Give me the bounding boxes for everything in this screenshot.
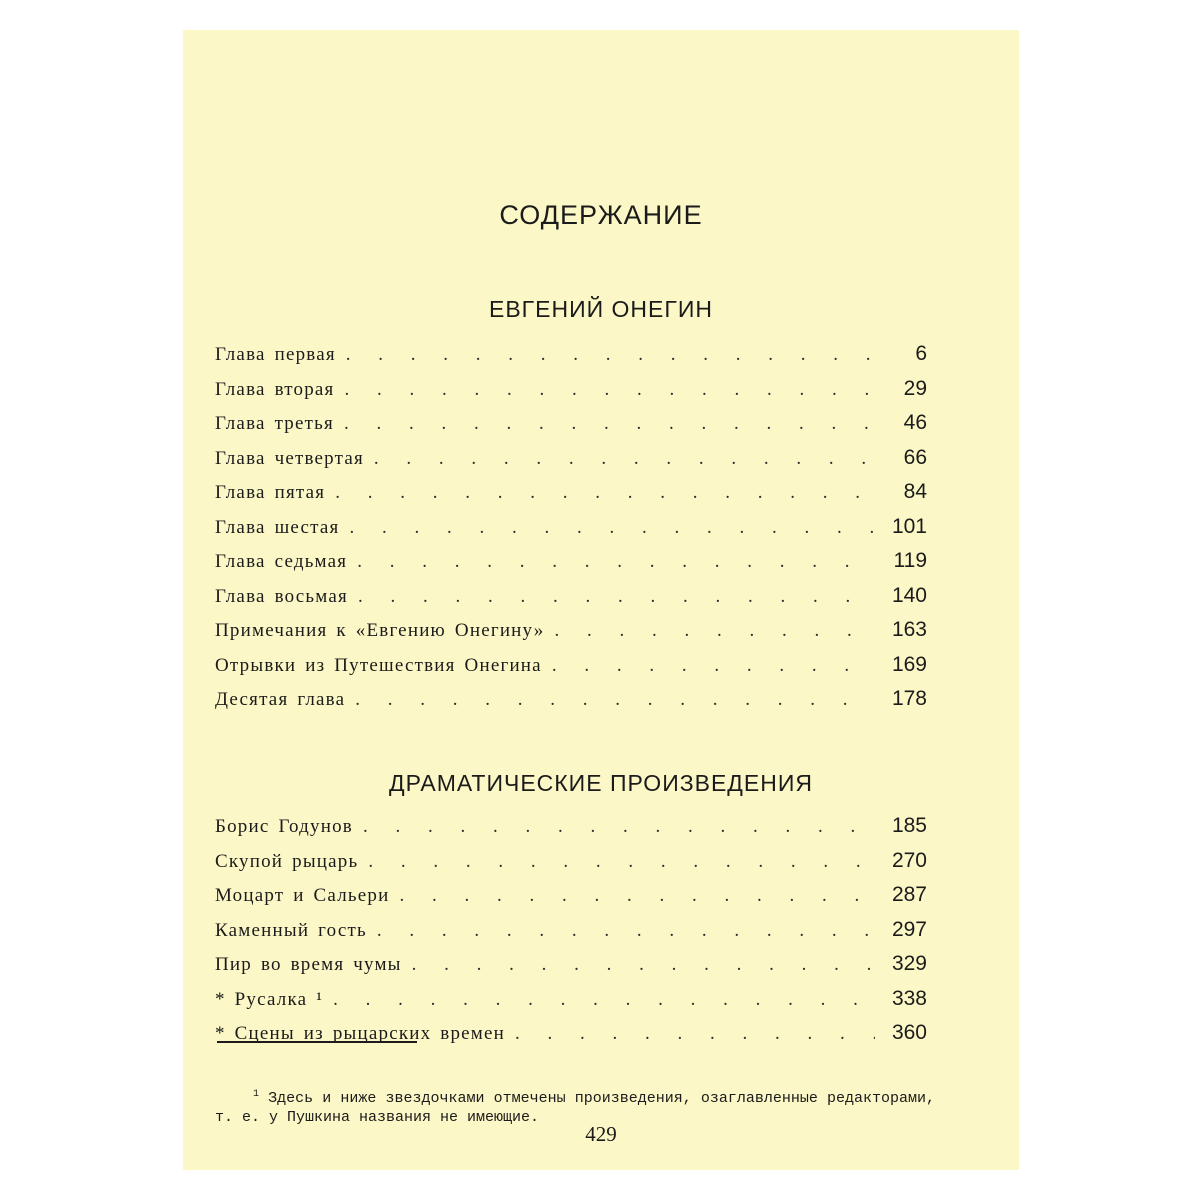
dot-leader bbox=[358, 586, 875, 608]
toc-entry-page: 329 bbox=[891, 952, 927, 975]
toc-entry-page: 6 bbox=[915, 342, 927, 365]
toc-entry-label: Глава седьмая bbox=[215, 551, 348, 572]
dot-leader bbox=[345, 379, 876, 401]
toc-list-onegin bbox=[215, 342, 927, 722]
dot-leader bbox=[374, 448, 875, 470]
toc-entry bbox=[215, 446, 927, 481]
toc-entry bbox=[215, 849, 927, 884]
toc-entry bbox=[215, 377, 927, 412]
toc-entry-page: 270 bbox=[891, 848, 927, 872]
toc-entry-page: 169 bbox=[891, 652, 927, 676]
toc-entry-label: Глава третья bbox=[215, 413, 334, 434]
toc-entry bbox=[215, 549, 927, 584]
toc-entry bbox=[215, 480, 927, 515]
toc-entry bbox=[215, 883, 927, 918]
toc-entry-label: Глава шестая bbox=[215, 516, 340, 538]
toc-entry-label: Моцарт и Сальери bbox=[215, 885, 390, 906]
toc-entry bbox=[215, 814, 927, 849]
toc-entry-page: 185 bbox=[891, 814, 927, 837]
footnote-marker: 1 bbox=[253, 1089, 260, 1100]
toc-entry-page: 101 bbox=[891, 514, 927, 538]
toc-list-dramatic bbox=[215, 814, 927, 1056]
dot-leader bbox=[357, 551, 875, 573]
footnote-text: Здесь и ниже звездочками отмечены произведения, озаглавленные редакторами, т. е. у Пушкина названия не имеющие. bbox=[215, 1090, 935, 1126]
toc-entry-label: Отрывки из Путешествия Онегина bbox=[215, 654, 542, 676]
dot-leader bbox=[355, 689, 875, 711]
toc-entry-page: 360 bbox=[891, 1021, 927, 1044]
toc-entry bbox=[215, 618, 927, 653]
toc-entry bbox=[215, 342, 927, 377]
footnote bbox=[215, 1085, 935, 1127]
toc-entry bbox=[215, 987, 927, 1022]
toc-entry-label: Глава восьмая bbox=[215, 585, 348, 607]
toc-entry bbox=[215, 411, 927, 446]
toc-entry-label: Борис Годунов bbox=[215, 816, 353, 837]
toc-entry bbox=[215, 952, 927, 987]
dot-leader bbox=[346, 344, 875, 366]
dot-leader bbox=[399, 885, 875, 907]
dot-leader bbox=[363, 816, 875, 838]
footnote-separator bbox=[217, 1041, 417, 1043]
dot-leader bbox=[349, 517, 875, 539]
dot-leader bbox=[412, 954, 875, 976]
toc-entry-label: * Сцены из рыцарских времен bbox=[215, 1023, 506, 1044]
contents-title: СОДЕРЖАНИЕ bbox=[499, 200, 703, 230]
toc-entry bbox=[215, 653, 927, 688]
page-number: 429 bbox=[585, 1122, 617, 1146]
section-title-onegin: ЕВГЕНИЙ ОНЕГИН bbox=[489, 296, 713, 322]
toc-entry-label: Примечания к «Евгению Онегину» bbox=[215, 620, 545, 641]
toc-entry-label: Глава вторая bbox=[215, 378, 335, 400]
toc-entry-label: Скупой рыцарь bbox=[215, 850, 359, 872]
toc-entry-page: 178 bbox=[891, 687, 927, 710]
toc-entry bbox=[215, 918, 927, 953]
dot-leader bbox=[368, 851, 875, 873]
toc-entry-page: 66 bbox=[903, 445, 927, 469]
toc-entry-page: 287 bbox=[891, 883, 927, 906]
dot-leader bbox=[335, 482, 875, 504]
toc-entry-label: Каменный гость bbox=[215, 919, 367, 941]
dot-leader bbox=[554, 620, 875, 642]
dot-leader bbox=[344, 413, 875, 435]
toc-entry-page: 119 bbox=[893, 549, 927, 572]
dot-leader bbox=[333, 989, 875, 1011]
book-page bbox=[183, 30, 1019, 1170]
toc-entry bbox=[215, 1021, 927, 1056]
toc-entry-label: Глава первая bbox=[215, 344, 336, 365]
toc-entry-label: * Русалка ¹ bbox=[215, 988, 324, 1010]
toc-entry bbox=[215, 687, 927, 722]
dot-leader bbox=[377, 920, 875, 942]
toc-entry-page: 163 bbox=[891, 618, 927, 641]
toc-entry-page: 29 bbox=[903, 376, 927, 400]
toc-entry-page: 140 bbox=[891, 583, 927, 607]
toc-entry-page: 297 bbox=[891, 917, 927, 941]
toc-entry bbox=[215, 515, 927, 550]
toc-entry-label: Глава четвертая bbox=[215, 447, 364, 469]
toc-entry-page: 84 bbox=[903, 480, 927, 503]
toc-entry-label: Десятая глава bbox=[215, 689, 346, 710]
dot-leader bbox=[515, 1023, 875, 1045]
section-title-dramatic: ДРАМАТИЧЕСКИЕ ПРОИЗВЕДЕНИЯ bbox=[389, 770, 813, 796]
toc-entry-page: 338 bbox=[891, 986, 927, 1010]
dot-leader bbox=[552, 655, 875, 677]
toc-entry-page: 46 bbox=[903, 411, 927, 434]
toc-entry-label: Глава пятая bbox=[215, 482, 326, 503]
toc-entry-label: Пир во время чумы bbox=[215, 954, 402, 975]
toc-entry bbox=[215, 584, 927, 619]
